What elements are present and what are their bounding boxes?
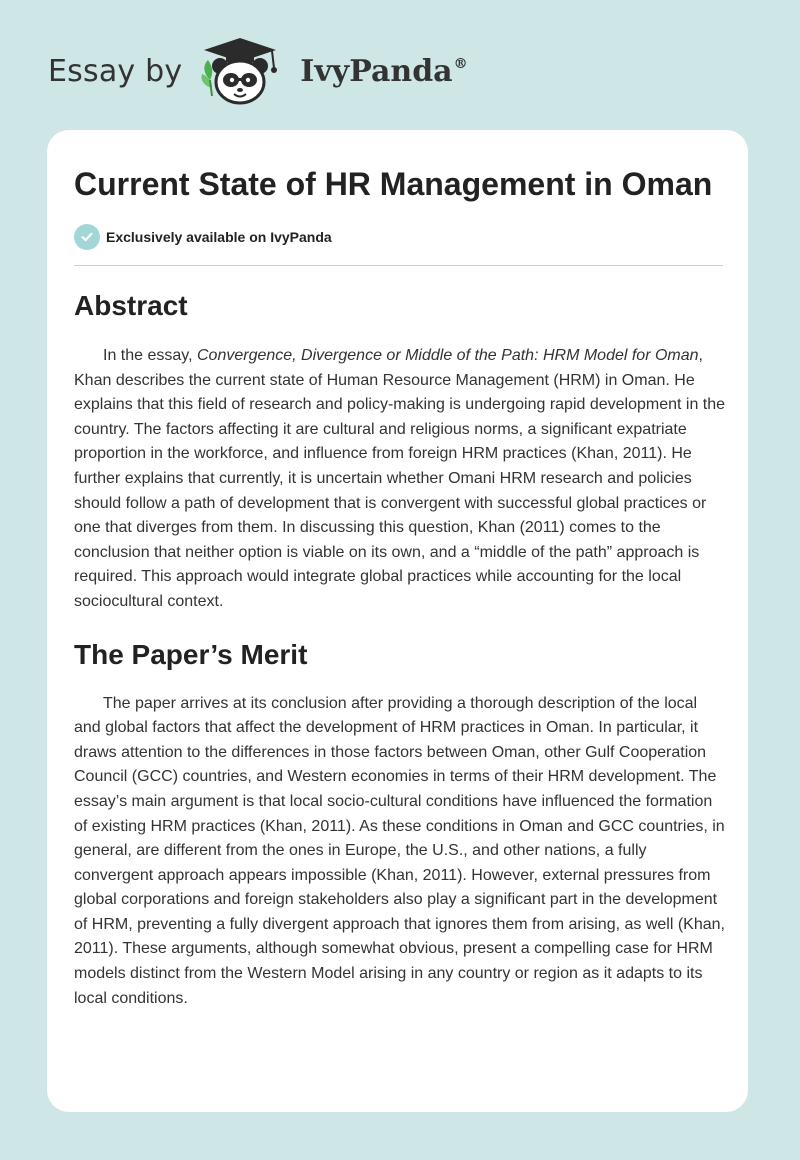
essay-card xyxy=(47,130,748,1112)
essay-by-label: Essay by xyxy=(48,53,183,89)
site-header xyxy=(48,36,468,106)
abstract-body: , Khan describes the current state of Human Resource Management (HRM) in Oman. He explains that this field of research and policy-making is undergoing rapid development in the country. The factors affecting it are cultural and religious norms, a significant expatriate proportion in the workforce, and influence from foreign HRM practices (Khan, 2011). He further explains that currently, it is uncertain whether Omani HRM research and policies should follow a path of development that is convergent with successful global practices or one that diverges from them. In discussing this question, Khan (2011) comes to the conclusion that neither option is viable on its own, and a “middle of the path” approach is required. This approach would integrate global practices while accounting for the local sociocultural context. xyxy=(74,347,726,610)
section-heading-merit: The Paper’s Merit xyxy=(74,638,308,670)
abstract-lead: In the essay, xyxy=(103,347,197,364)
registered-mark: ® xyxy=(453,55,468,72)
section-heading-abstract: Abstract xyxy=(74,290,188,321)
essay-title-italic: Convergence, Divergence or Middle of the Path: HRM Model for Oman xyxy=(196,347,699,364)
abstract-paragraph xyxy=(74,344,726,615)
badge-text: Exclusively available on IvyPanda xyxy=(106,229,332,245)
brand-text: IvyPanda xyxy=(300,53,453,89)
merit-paragraph: The paper arrives at its conclusion after providing a thorough description of the local and global factors that affect the development of HRM practices in Oman. In particular, it draws attention to the differences in those factors between Oman, other Gulf Cooperation Council (GCC) countries, and Western economies in terms of their HRM development. The essay’s main argument is that local socio-cultural conditions have influenced the formation of existing HRM practices (Khan, 2011). As these conditions in Oman and GCC countries, in general, are different from the ones in Europe, the U.S., and other nations, a fully convergent approach appears impossible (Khan, 2011). However, external pressures from global corporations and foreign stakeholders also play a significant part in the development of HRM, preventing a fully divergent approach that ignores them from arising, as well (Khan, 2011). These arguments, although somewhat obvious, present a compelling case for HRM models distinct from the Western Model arising in any country or region as it adapts to its local conditions. xyxy=(74,694,725,1007)
panda-graduate-icon[interactable] xyxy=(196,36,292,106)
divider xyxy=(74,265,723,266)
page-title: Current State of HR Management in Oman xyxy=(74,166,713,202)
brand-name[interactable] xyxy=(300,54,467,89)
check-icon xyxy=(74,224,100,250)
exclusive-badge xyxy=(74,223,722,251)
